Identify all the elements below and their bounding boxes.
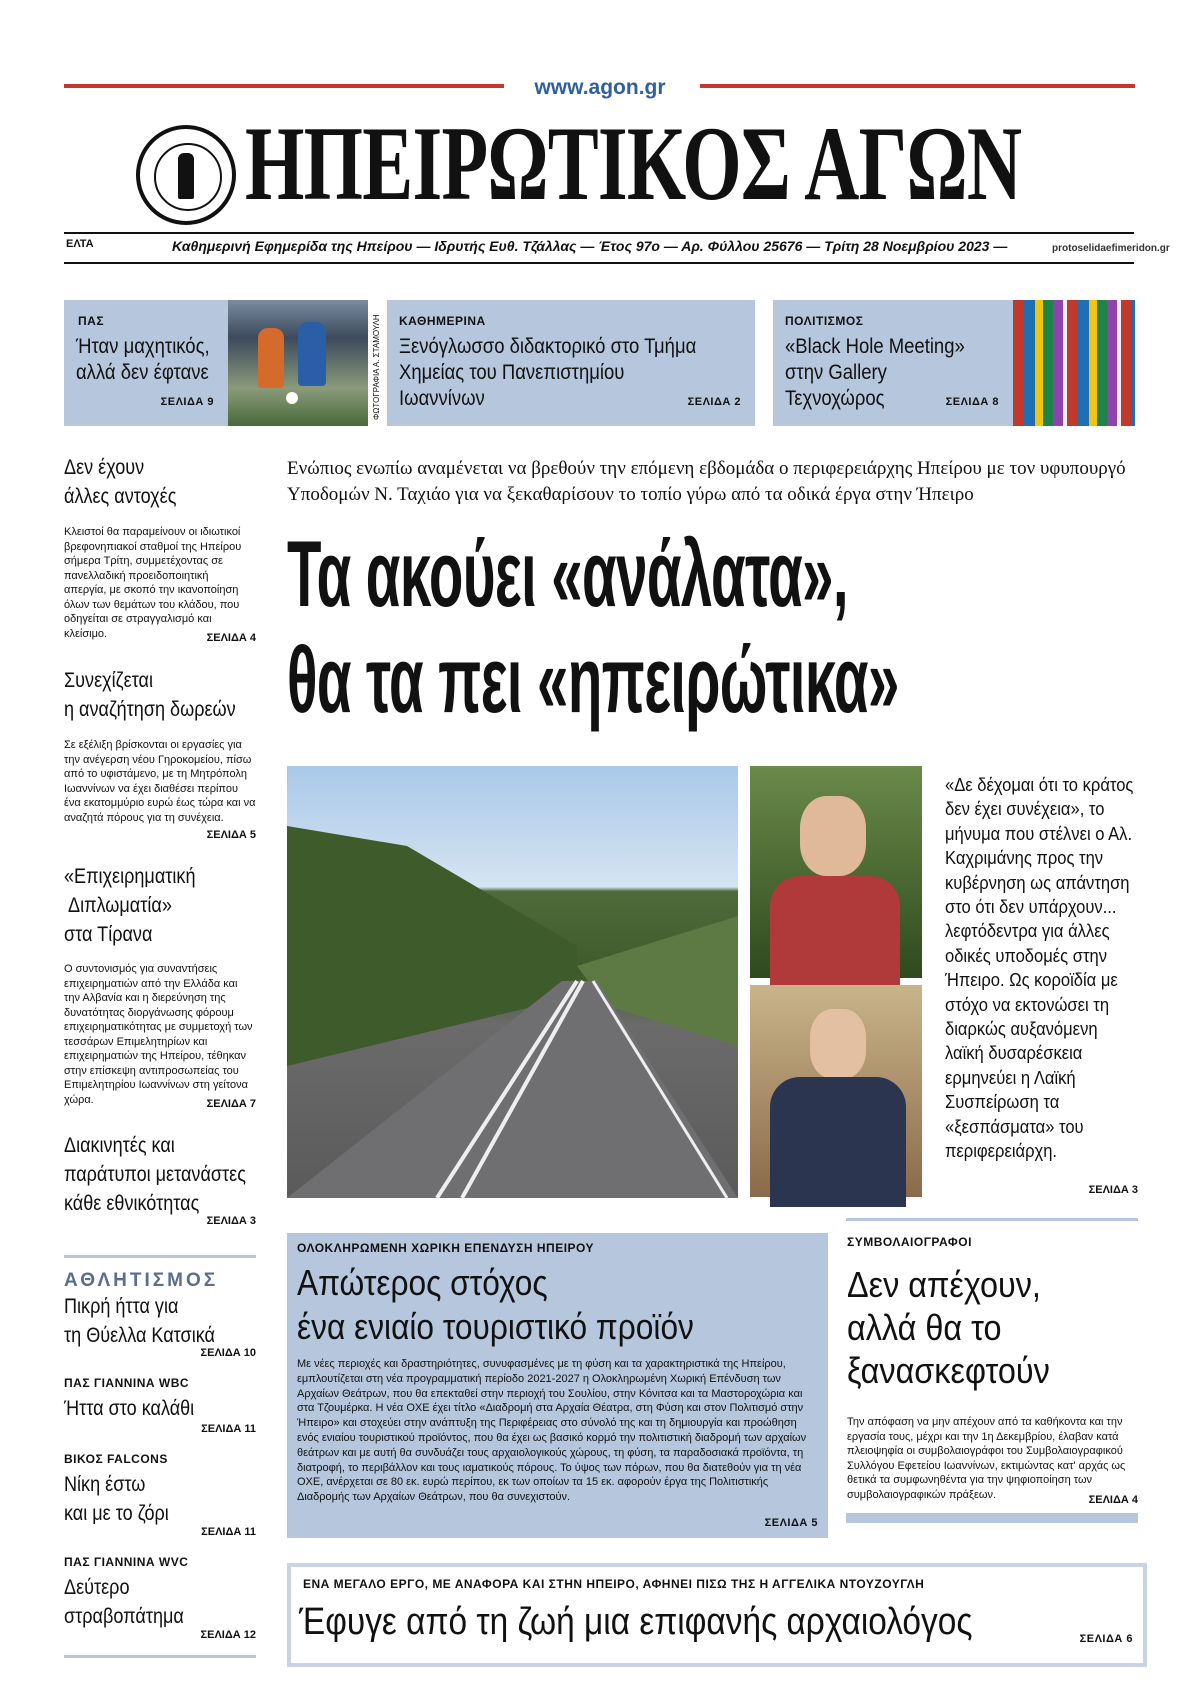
teaser-daily[interactable] — [387, 300, 755, 426]
story-title-line: Απώτερος στόχος — [297, 1262, 548, 1303]
lead-headline-line2: θα τα πει «ηπειρώτικα» — [287, 627, 899, 732]
teaser-page: ΣΕΛΙΔΑ 8 — [945, 396, 999, 408]
sidebar-page: ΣΕΛΙΔΑ 5 — [206, 829, 256, 841]
obituary-page: ΣΕΛΙΔΑ 6 — [1079, 1633, 1133, 1645]
sports-headline: Δεύτερο — [64, 1576, 130, 1599]
notaries-body: Την απόφαση να μην απέχουν από τα καθήκοντα και την εργασία τους, μέχρι και την 1η Δεκεμβρίου, έλαβαν κατά πλειοψηφία οι συμβολαιογράφοι του Συμβολαιογραφικού Συλλόγου Εφετείου Ιωαννίνων, εκτιμώντας κατ' αρχάς ως θετικά τα συμφωνηθέντα για την ψηφιοποίηση των συμβολαιογραφικών πράξεων. — [847, 1416, 1126, 1501]
football-photo — [228, 300, 368, 426]
sidebar-headline: κάθε εθνικότητας — [64, 1192, 200, 1215]
sidebar-page: ΣΕΛΙΔΑ 4 — [206, 632, 256, 644]
story-title-line: ένα ενιαίο τουριστικό προϊόν — [297, 1306, 694, 1347]
sidebar-page: ΣΕΛΙΔΑ 7 — [206, 1098, 256, 1110]
sidebar-body: Ο συντονισμός για συναντήσεις επιχειρηματιών από την Ελλάδα και την Αλβανία και η διερεύνηση της δυνατότητας διοργάνωσης φόρουμ επιχειρηματικότητας με συμμετοχή των τεσσάρων Επιμελητηρίων και επιχειρηματιών της Ηπείρου, τέθηκαν στην επίσκεψη αντιπροσωπείας του Επιμελητηρίου Ιωαννίνων στη γείτονα χώρα. — [64, 963, 253, 1106]
sports-headline: και με το ζόρι — [64, 1502, 169, 1525]
sidebar-page: ΣΕΛΙΔΑ 3 — [206, 1215, 256, 1227]
sidebar-body: Κλειστοί θα παραμείνουν οι ιδιωτικοί βρεφονηπιακοί σταθμοί της Ηπείρου σήμερα Τρίτη, συμμετέχοντας σε πανελλαδική προειδοποιητική απεργία, με σκοπό την ικανοποίηση όλων των θεμάτων του κλάδου, που οδηγείται σε στραγγαλισμό και κλείσιμο. — [64, 526, 242, 640]
teaser-culture[interactable] — [773, 300, 1013, 426]
teaser-title-line: αλλά δεν έφτανε — [76, 361, 209, 384]
lead-headline-line1: Τα ακούει «ανάλατα», — [287, 521, 848, 626]
sports-page: ΣΕΛΙΔΑ 11 — [201, 1526, 256, 1538]
teaser-kicker: ΚΑΘΗΜΕΡΙΝΑ — [399, 314, 486, 328]
lead-page: ΣΕΛΙΔΑ 3 — [1088, 1184, 1138, 1196]
sidebar-headline: η αναζήτηση δωρεών — [64, 698, 236, 721]
story-body: Με νέες περιοχές και δραστηριότητες, συνυφασμένες με τη φύση και τα χαρακτηριστικά της Ηπείρου, εμπλουτίζεται στη νέα προγραμματική περίοδο 2021-2027 η Ολοκληρωμένη Χωρική Επένδυση των Αρχαίων Θεάτρων, που θα επεκταθεί στην περιοχή του Σουλίου, στην Κόνιτσα και τα Μαστοροχώρια και στα Τζουμέρκα. Η νέα ΟΧΕ έχει τίτλο «Διαδρομή στα Αρχαία Θέατρα, στη Φύση και στον Πολιτισμό στην Ήπειρο» και στοχεύει στην ανάπτυξη της Περιφέρειας στο σύνολό της και τη δημιουργία και προώθηση ενός ενιαίου τουριστικού προϊόντος, που θα έχει ως βασικό κορμό την πολιτιστική διαδρομή των αρχαίων θεάτρων και με αυτή θα συνδυάζει τους αρχαιολογικούς χώρους, τη φύση, τα παραδοσιακά προϊόντα, τη διατροφή, το περιβάλλον και τους ιαματικούς πόρους. Το ύψος των πόρων, που θα διατεθούν για τη νέα ΟΧΕ, ανέρχεται σε 80 εκ. ευρώ περίπου, εκ των οποίων τα 15 εκ. αφορούν έργα της Πολιτιστικής Διαδρομής των Αρχαίων Θεάτρων, που θα συνεχιστούν. — [297, 1358, 807, 1504]
obituary-kicker: ΕΝΑ ΜΕΓΑΛΟ ΕΡΓΟ, ΜΕ ΑΝΑΦΟΡΑ ΚΑΙ ΣΤΗΝ ΗΠΕΙΡΟ, ΑΦΗΝΕΙ ΠΙΣΩ ΤΗΣ Η ΑΓΓΕΛΙΚΑ ΝΤΟΥΖΟΥΓΛΗ — [303, 1577, 925, 1591]
sidebar-headline: άλλες αντοχές — [64, 485, 177, 508]
photo-credit: ΦΩΤΟΓΡΑΦΙΑ Α. ΣΤΑΜΟΥΛΗ — [372, 314, 381, 420]
teaser-page: ΣΕΛΙΔΑ 9 — [160, 396, 214, 408]
teaser-kicker: ΠΑΣ — [78, 314, 105, 328]
sports-headline: Ήττα στο καλάθι — [64, 1397, 195, 1420]
lead-deck: Ενώπιος ενωπίω αναμένεται να βρεθούν την επόμενη εβδομάδα ο περιφερειάρχης Ηπείρου με τον υφυπουργό Υποδομών Ν. Ταχιάο για να ξεκαθαρίσουν το τοπίο γύρω από τα οδικά έργα στην Ήπειρο — [287, 458, 1126, 505]
sports-heading: ΑΘΛΗΤΙΣΜΟΣ — [64, 1270, 219, 1291]
sports-kicker: ΠΑΣ ΓΙΑΝΝΙΝΑ WBC — [64, 1376, 190, 1390]
sidebar-headline: Διπλωματία» — [68, 894, 172, 917]
sports-headline: τη Θύελλα Κατσικά — [64, 1324, 215, 1347]
sidebar-bottom-rule — [64, 1655, 256, 1658]
sports-page: ΣΕΛΙΔΑ 10 — [200, 1347, 256, 1359]
sidebar-body: Σε εξέλιξη βρίσκονται οι εργασίες για την ανέγερση νέου Γηροκομείου, πίσω από το υφιστάμενο, με τη Μητρόπολη Ιωαννίνων να έχει διαθέσει περίπου ένα εκατομμύριο ευρώ έως τώρα και να αναζητά πόρους για τη συνέχεια. — [64, 739, 256, 824]
sports-rule — [64, 1255, 256, 1258]
sports-page: ΣΕΛΙΔΑ 12 — [200, 1629, 256, 1641]
sports-kicker: ΠΑΣ ΓΙΑΝΝΙΝΑ WVC — [64, 1555, 189, 1569]
teaser-title-line: Ξενόγλωσσο διδακτορικό στο Τμήμα — [399, 335, 697, 358]
politician-photo-2 — [750, 985, 922, 1197]
sports-page: ΣΕΛΙΔΑ 11 — [201, 1423, 256, 1435]
notaries-title-line: ξανασκεφτούν — [847, 1350, 1050, 1391]
tourism-story-box[interactable] — [287, 1233, 828, 1538]
sports-headline: στραβοπάτημα — [64, 1605, 184, 1628]
sidebar-headline: Δεν έχουν — [64, 456, 145, 479]
sidebar-headline: παράτυποι μετανάστες — [64, 1163, 246, 1186]
artwork-photo — [1013, 300, 1135, 426]
teaser-title-line: Ήταν μαχητικός, — [76, 335, 210, 358]
obituary-story-box[interactable] — [287, 1563, 1147, 1667]
sports-kicker: ΒΙΚΟΣ FALCONS — [64, 1452, 168, 1466]
road-photo — [287, 766, 738, 1198]
sports-headline: Πικρή ήττα για — [64, 1295, 179, 1318]
sidebar-headline: «Επιχειρηματική — [64, 865, 196, 888]
story-kicker: ΟΛΟΚΛΗΡΩΜΕΝΗ ΧΩΡΙΚΗ ΕΠΕΝΔΥΣΗ ΗΠΕΙΡΟΥ — [297, 1241, 595, 1255]
postal-logos: ΕΛΤΑ — [66, 238, 94, 250]
website-link[interactable]: www.agon.gr — [534, 76, 666, 99]
sports-headline: Νίκη έστω — [64, 1473, 146, 1496]
teaser-title-line: «Black Hole Meeting» — [785, 335, 965, 358]
teaser-page: ΣΕΛΙΔΑ 2 — [687, 396, 741, 408]
notaries-top-rule — [846, 1218, 1138, 1221]
newspaper-seal-logo — [136, 125, 236, 225]
watermark: protoselidaefimeridon.gr — [1052, 243, 1170, 254]
politician-photo-1 — [750, 766, 922, 978]
notaries-page: ΣΕΛΙΔΑ 4 — [1088, 1494, 1138, 1506]
obituary-title: Έφυγε από τη ζωή μια επιφανής αρχαιολόγος — [299, 1601, 973, 1643]
story-page: ΣΕΛΙΔΑ 5 — [764, 1517, 818, 1529]
info-bar — [64, 232, 1134, 264]
masthead-title: ΗΠΕΙΡΩΤΙΚΟΣ ΑΓΩΝ — [245, 105, 1022, 222]
lead-quote-text: «Δε δέχομαι ότι το κράτος δεν έχει συνέχεια», το μήνυμα που στέλνει ο Αλ. Καχριμάνης προς την κυβέρνηση ως απάντηση στο ότι δεν υπάρχουν... λεφτόδεντρα για άλλες οδικές υποδομές στην Ήπειρο. Ως κοροϊδία με στόχο να εκτονώσει τη διαρκώς αυξανόμενη λαϊκή δυσαρέσκεια ερμηνεύει η Λαϊκή Συσπείρωση τα «ξεσπάσματα» του περιφερειάρχη. — [945, 775, 1134, 1162]
teaser-sports[interactable] — [64, 300, 228, 426]
sidebar-headline: στα Τίρανα — [64, 923, 153, 946]
sidebar-headline: Συνεχίζεται — [64, 669, 153, 692]
teaser-title-line: Χημείας του Πανεπιστημίου Ιωαννίνων — [399, 361, 625, 410]
notaries-kicker: ΣΥΜΒΟΛΑΙΟΓΡΑΦΟΙ — [847, 1235, 972, 1249]
notaries-title-line: Δεν απέχουν, — [847, 1264, 1041, 1305]
teaser-title-line: στην Gallery Τεχνοχώρος — [785, 361, 887, 410]
notaries-title-line: αλλά θα το — [847, 1307, 1002, 1348]
issue-info: Καθημερινή Εφημερίδα της Ηπείρου — Ιδρυτής Ευθ. Τζάλλας — Έτος 97ο — Αρ. Φύλλου 25676 — Τρίτη 28 Νοεμβρίου 2023 — — [172, 238, 1008, 254]
sidebar-headline: Διακινητές και — [64, 1134, 175, 1157]
teaser-kicker: ΠΟΛΙΤΙΣΜΟΣ — [785, 314, 864, 328]
notaries-bottom-rule — [846, 1513, 1138, 1523]
